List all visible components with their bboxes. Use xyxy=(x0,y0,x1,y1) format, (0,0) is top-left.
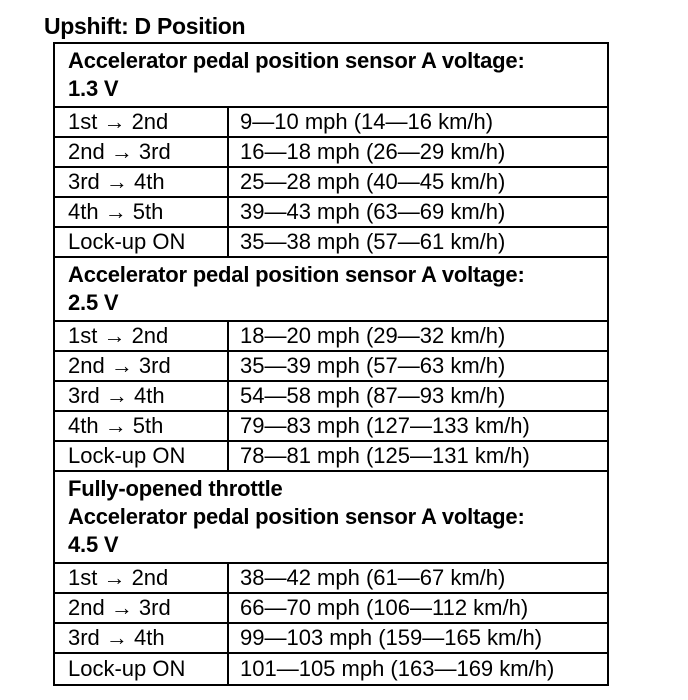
table-row xyxy=(55,412,607,442)
table-row xyxy=(55,624,607,654)
section-header xyxy=(55,44,607,108)
table-row xyxy=(55,168,607,198)
speed-cell: 78—81 mph (125—131 km/h) xyxy=(240,443,530,468)
table-row xyxy=(55,564,607,594)
speed-cell: 66—70 mph (106—112 km/h) xyxy=(240,595,529,620)
speed-cell: 39—43 mph (63—69 km/h) xyxy=(240,199,506,224)
table-row xyxy=(55,198,607,228)
table-row xyxy=(55,382,607,412)
shift-cell: 3rd → 4th xyxy=(55,382,229,410)
shift-speed-table xyxy=(53,42,609,686)
section-header-line: Accelerator pedal position sensor A voltage: xyxy=(68,48,525,73)
speed-cell: 35—38 mph (57—61 km/h) xyxy=(240,229,506,254)
speed-cell: 18—20 mph (29—32 km/h) xyxy=(240,323,506,348)
shift-cell: 1st → 2nd xyxy=(55,564,229,592)
shift-cell: 2nd → 3rd xyxy=(55,594,229,622)
section-header-line: Accelerator pedal position sensor A voltage: xyxy=(68,262,525,287)
table-row xyxy=(55,352,607,382)
section-header-line: 1.3 V xyxy=(68,76,119,101)
shift-cell: Lock-up ON xyxy=(55,442,229,470)
shift-cell: 4th → 5th xyxy=(55,198,229,226)
shift-cell: 2nd → 3rd xyxy=(55,352,229,380)
table-row xyxy=(55,322,607,352)
section-header-line: 2.5 V xyxy=(68,290,119,315)
speed-cell: 25—28 mph (40—45 km/h) xyxy=(240,169,506,194)
table-row xyxy=(55,654,607,684)
page-title: Upshift: D Position xyxy=(44,13,246,39)
section-header-line: Fully-opened throttle xyxy=(68,476,283,501)
section-header xyxy=(55,472,607,564)
table-row xyxy=(55,442,607,472)
section-header-line: Accelerator pedal position sensor A voltage: xyxy=(68,504,525,529)
shift-cell: 3rd → 4th xyxy=(55,168,229,196)
speed-cell: 101—105 mph (163—169 km/h) xyxy=(240,656,555,681)
shift-cell: Lock-up ON xyxy=(55,228,229,256)
speed-cell: 38—42 mph (61—67 km/h) xyxy=(240,565,506,590)
shift-cell: Lock-up ON xyxy=(55,654,229,684)
speed-cell: 16—18 mph (26—29 km/h) xyxy=(240,139,506,164)
shift-cell: 2nd → 3rd xyxy=(55,138,229,166)
voltage-section xyxy=(55,258,607,472)
shift-cell: 1st → 2nd xyxy=(55,108,229,136)
shift-cell: 4th → 5th xyxy=(55,412,229,440)
speed-cell: 99—103 mph (159—165 km/h) xyxy=(240,625,543,650)
voltage-section xyxy=(55,44,607,258)
speed-cell: 35—39 mph (57—63 km/h) xyxy=(240,353,506,378)
speed-cell: 79—83 mph (127—133 km/h) xyxy=(240,413,530,438)
table-row xyxy=(55,138,607,168)
section-header xyxy=(55,258,607,322)
shift-cell: 1st → 2nd xyxy=(55,322,229,350)
speed-cell: 54—58 mph (87—93 km/h) xyxy=(240,383,506,408)
section-header-line: 4.5 V xyxy=(68,532,119,557)
table-row xyxy=(55,594,607,624)
table-row xyxy=(55,228,607,258)
table-row xyxy=(55,108,607,138)
speed-cell: 9—10 mph (14—16 km/h) xyxy=(240,109,494,134)
voltage-section xyxy=(55,472,607,684)
shift-cell: 3rd → 4th xyxy=(55,624,229,652)
